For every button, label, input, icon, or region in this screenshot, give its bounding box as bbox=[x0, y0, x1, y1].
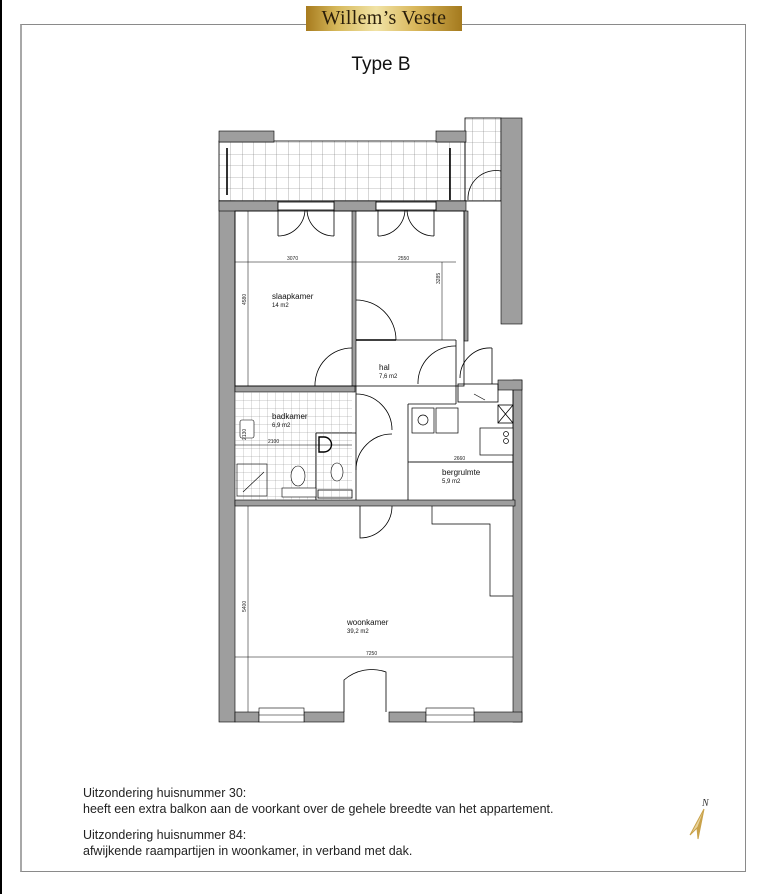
room-label-badkamer: badkamer bbox=[272, 412, 308, 421]
balcony bbox=[219, 118, 501, 201]
note-item bbox=[83, 827, 553, 859]
dim-woonkamer-depth: 5400 bbox=[242, 600, 248, 612]
room-area-bergruimte: 5,9 m2 bbox=[442, 479, 461, 485]
exception-notes bbox=[83, 785, 553, 869]
dim-badkamer-depth: 2130 bbox=[242, 428, 248, 440]
room-area-badkamer: 6,9 m2 bbox=[272, 423, 291, 429]
note-item bbox=[83, 785, 553, 817]
room-label-slaapkamer: slaapkamer bbox=[272, 292, 314, 301]
page-title: Type B bbox=[351, 54, 411, 75]
north-arrow-icon bbox=[684, 795, 714, 845]
room-area-slaapkamer: 14 m2 bbox=[272, 303, 289, 309]
bathroom-tiles bbox=[235, 392, 352, 500]
room-label-bergruimte: bergrulmte bbox=[442, 468, 481, 477]
dim-room2-width: 2550 bbox=[398, 256, 410, 262]
windows bbox=[259, 708, 474, 722]
room-area-woonkamer: 39,2 m2 bbox=[347, 629, 369, 635]
note-text: afwijkende raampartijen in woonkamer, in verband met dak. bbox=[83, 844, 413, 858]
dim-slaapkamer-depth: 4580 bbox=[242, 293, 248, 305]
dim-badkamer-width: 2100 bbox=[268, 439, 280, 445]
room-area-hal: 7,6 m2 bbox=[379, 374, 398, 380]
dim-room2-depth: 3285 bbox=[436, 272, 442, 284]
dim-slaapkamer-width: 3070 bbox=[287, 256, 299, 262]
note-heading: Uitzondering huisnummer 84: bbox=[83, 828, 247, 842]
brand-logo-text: Willem’s Veste bbox=[321, 7, 447, 29]
room-label-woonkamer: woonkamer bbox=[347, 618, 389, 627]
note-heading: Uitzondering huisnummer 30: bbox=[83, 786, 247, 800]
dim-woonkamer-width: 7250 bbox=[366, 651, 378, 657]
compass-label: N bbox=[702, 798, 709, 809]
note-text: heeft een extra balkon aan de voorkant over de gehele breedte van het appartement. bbox=[83, 802, 554, 816]
room-label-hal: hal bbox=[379, 363, 390, 372]
dim-berg-width: 2660 bbox=[454, 456, 466, 462]
